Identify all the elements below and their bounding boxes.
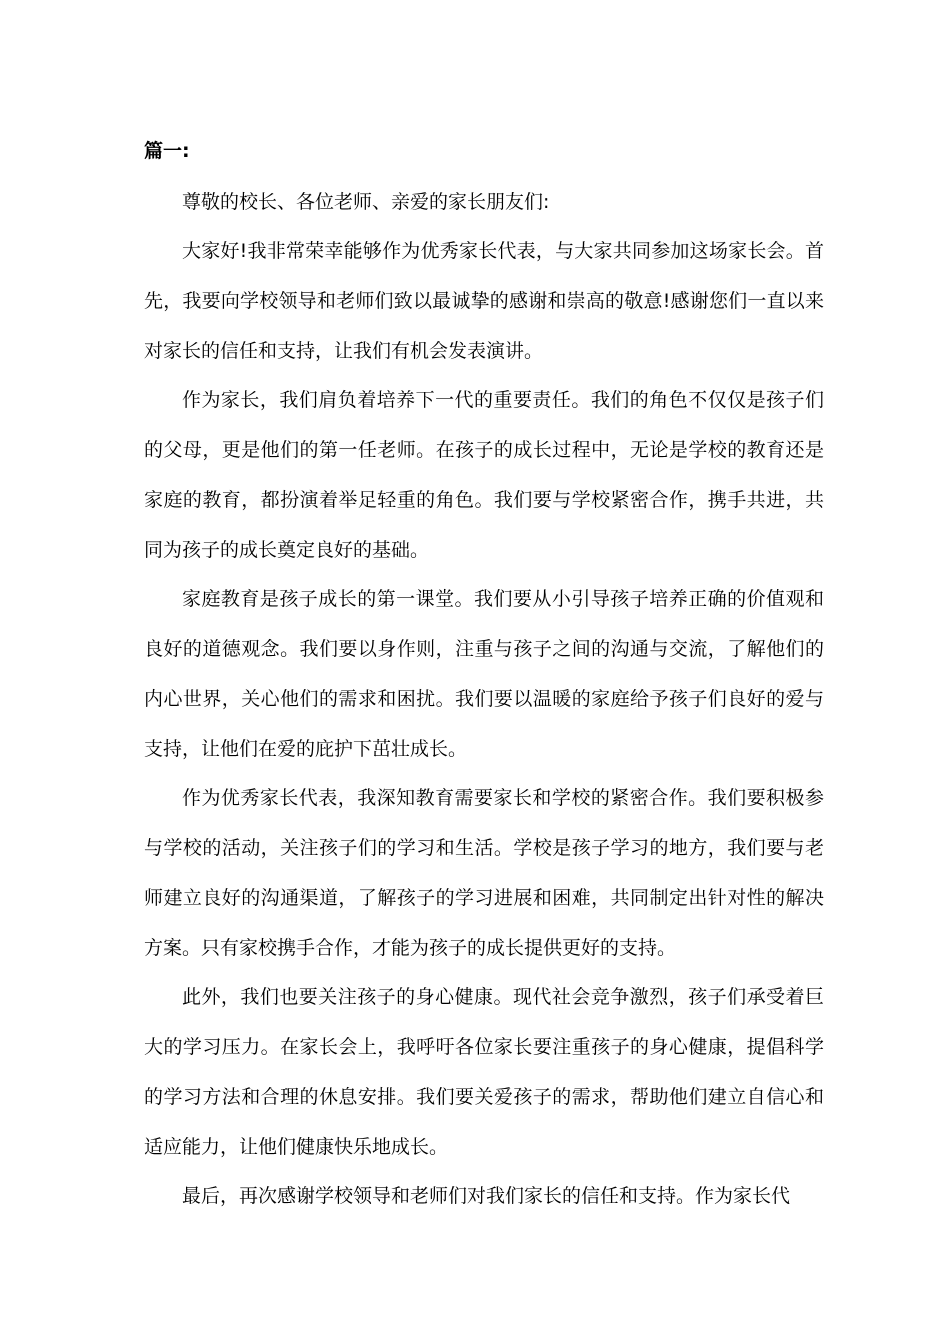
- body-paragraph: 作为家长，我们肩负着培养下一代的重要责任。我们的角色不仅仅是孩子们的父母，更是他们的第一任老师。在孩子的成长过程中，无论是学校的教育还是家庭的教育，都扮演着举足轻重的角色。我们要与学校紧密合作，携手共进，共同为孩子的成长奠定良好的基础。: [144, 389, 824, 561]
- body-paragraph: 大家好!我非常荣幸能够作为优秀家长代表，与大家共同参加这场家长会。首先，我要向学校领导和老师们致以最诚挚的感谢和崇高的敬意!感谢您们一直以来对家长的信任和支持，让我们有机会发表演讲。: [144, 240, 824, 362]
- body-paragraph: 家庭教育是孩子成长的第一课堂。我们要从小引导孩子培养正确的价值观和良好的道德观念。我们要以身作则，注重与孩子之间的沟通与交流，了解他们的内心世界，关心他们的需求和困扰。我们要以温暖的家庭给予孩子们良好的爱与支持，让他们在爱的庇护下茁壮成长。: [144, 588, 824, 760]
- greeting-paragraph: 尊敬的校长、各位老师、亲爱的家长朋友们:: [182, 191, 550, 213]
- body-paragraph: 作为优秀家长代表，我深知教育需要家长和学校的紧密合作。我们要积极参与学校的活动，关注孩子们的学习和生活。学校是孩子学习的地方，我们要与老师建立良好的沟通渠道，了解孩子的学习进展和困难，共同制定出针对性的解决方案。只有家校携手合作，才能为孩子的成长提供更好的支持。: [144, 787, 824, 959]
- body-paragraph: 最后，再次感谢学校领导和老师们对我们家长的信任和支持。作为家长代: [182, 1185, 791, 1207]
- body-paragraph: 此外，我们也要关注孩子的身心健康。现代社会竞争激烈，孩子们承受着巨大的学习压力。在家长会上，我呼吁各位家长要注重孩子的身心健康，提倡科学的学习方法和合理的休息安排。我们要关爱孩子的需求，帮助他们建立自信心和适应能力，让他们健康快乐地成长。: [144, 986, 824, 1158]
- section-heading: 篇一:: [144, 140, 190, 162]
